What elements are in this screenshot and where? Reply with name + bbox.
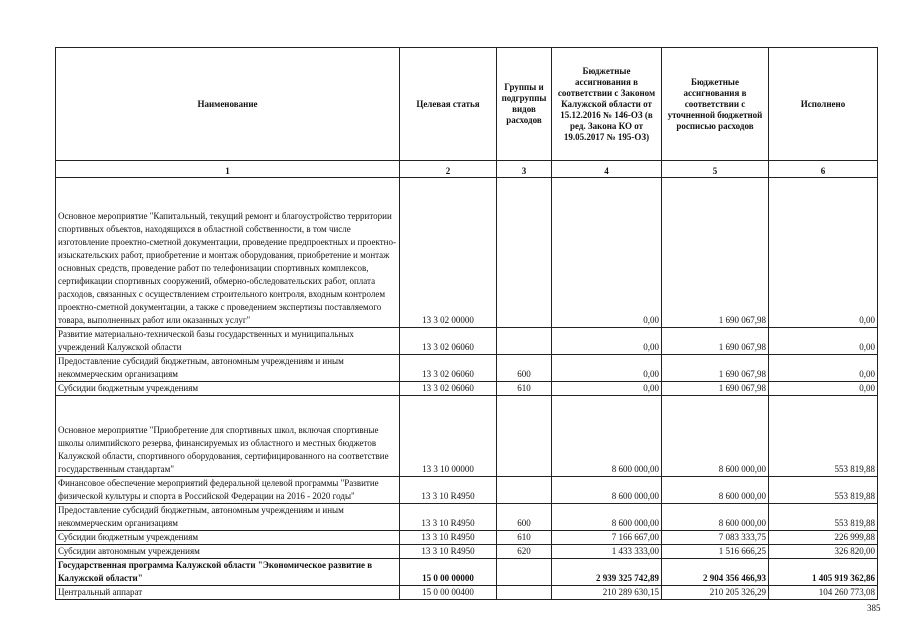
table-row — [56, 586, 878, 600]
row-executed: 553 819,88 — [769, 504, 878, 531]
row-name: Основное мероприятие "Капитальный, текущий ремонт и благоустройство территории спортивных объектов, находящихся в областной собственности, в том числе изготовление проектно-сметной документации, проведение предпроектных и проектно-изыскательских работ, приобретение и монтаж оборудования, приобретение и монтаж основных средств, проведение работ по телефонизации спортивных комплексов, сертификации спортивных сооружений, обмерно-обследовательских работ, оплата расходов, связанных с осуществлением строительного контроля, входным контролем проектно-сметной документации, а также с проведением экспертизы поставляемого товара, выполненных работ или оказанных услуг" — [56, 178, 400, 328]
col-number: 3 — [497, 161, 552, 178]
row-expense-group: 610 — [497, 382, 552, 396]
row-expense-group — [497, 178, 552, 328]
row-expense-group — [497, 586, 552, 600]
row-refined-allocation: 1 690 067,98 — [662, 355, 769, 382]
header-row — [56, 48, 878, 161]
row-target-article: 13 3 10 00000 — [400, 396, 497, 477]
row-target-article: 13 3 10 R4950 — [400, 545, 497, 559]
row-expense-group: 600 — [497, 504, 552, 531]
row-law-allocation: 0,00 — [552, 382, 662, 396]
header-name: Наименование — [56, 48, 400, 161]
row-refined-allocation: 8 600 000,00 — [662, 504, 769, 531]
row-target-article: 15 0 00 00000 — [400, 559, 497, 586]
row-expense-group: 610 — [497, 531, 552, 545]
budget-table — [55, 47, 878, 600]
row-executed: 553 819,88 — [769, 477, 878, 504]
col-number: 6 — [769, 161, 878, 178]
header-refined-allocation: Бюджетные ассигнования в соответствии с уточненной бюджетной росписью расходов — [662, 48, 769, 161]
header-executed: Исполнено — [769, 48, 878, 161]
row-name: Предоставление субсидий бюджетным, автономным учреждениям и иным некоммерческим организациям — [56, 504, 400, 531]
table-row — [56, 328, 878, 355]
row-refined-allocation: 1 516 666,25 — [662, 545, 769, 559]
table-row — [56, 477, 878, 504]
row-executed: 1 405 919 362,86 — [769, 559, 878, 586]
table-row — [56, 382, 878, 396]
row-refined-allocation: 1 690 067,98 — [662, 328, 769, 355]
row-law-allocation: 2 939 325 742,89 — [552, 559, 662, 586]
row-target-article: 13 3 10 R4950 — [400, 531, 497, 545]
row-refined-allocation: 2 904 356 466,93 — [662, 559, 769, 586]
col-number: 5 — [662, 161, 769, 178]
row-law-allocation: 8 600 000,00 — [552, 477, 662, 504]
row-refined-allocation: 1 690 067,98 — [662, 178, 769, 328]
row-expense-group — [497, 477, 552, 504]
row-refined-allocation: 1 690 067,98 — [662, 382, 769, 396]
row-law-allocation: 0,00 — [552, 178, 662, 328]
row-expense-group — [497, 328, 552, 355]
row-name: Финансовое обеспечение мероприятий федеральной целевой программы "Развитие физической культуры и спорта в Российской Федерации на 2016 - 2020 годы" — [56, 477, 400, 504]
row-executed: 0,00 — [769, 355, 878, 382]
page-number: 385 — [867, 603, 881, 613]
col-number: 4 — [552, 161, 662, 178]
row-expense-group — [497, 396, 552, 477]
row-executed: 553 819,88 — [769, 396, 878, 477]
header-target-article: Целевая статья — [400, 48, 497, 161]
row-target-article: 13 3 02 06060 — [400, 382, 497, 396]
header-expense-group: Группы и подгруппы видов расходов — [497, 48, 552, 161]
row-target-article: 13 3 02 06060 — [400, 328, 497, 355]
row-executed: 326 820,00 — [769, 545, 878, 559]
table-row — [56, 545, 878, 559]
row-law-allocation: 1 433 333,00 — [552, 545, 662, 559]
row-name: Предоставление субсидий бюджетным, автономным учреждениям и иным некоммерческим организациям — [56, 355, 400, 382]
row-refined-allocation: 8 600 000,00 — [662, 396, 769, 477]
row-name: Развитие материально-технической базы государственных и муниципальных учреждений Калужской области — [56, 328, 400, 355]
row-expense-group: 620 — [497, 545, 552, 559]
row-refined-allocation: 8 600 000,00 — [662, 477, 769, 504]
row-name: Субсидии бюджетным учреждениям — [56, 531, 400, 545]
row-name: Государственная программа Калужской области "Экономическое развитие в Калужской области" — [56, 559, 400, 586]
table-row — [56, 531, 878, 545]
column-number-row — [56, 161, 878, 178]
row-law-allocation: 0,00 — [552, 355, 662, 382]
table-row — [56, 559, 878, 586]
row-target-article: 13 3 10 R4950 — [400, 504, 497, 531]
col-number: 2 — [400, 161, 497, 178]
row-refined-allocation: 210 205 326,29 — [662, 586, 769, 600]
row-executed: 226 999,88 — [769, 531, 878, 545]
row-executed: 0,00 — [769, 382, 878, 396]
row-executed: 104 260 773,08 — [769, 586, 878, 600]
row-law-allocation: 210 289 630,15 — [552, 586, 662, 600]
row-target-article: 13 3 02 06060 — [400, 355, 497, 382]
row-target-article: 13 3 02 00000 — [400, 178, 497, 328]
row-name: Субсидии бюджетным учреждениям — [56, 382, 400, 396]
table-row — [56, 355, 878, 382]
row-target-article: 13 3 10 R4950 — [400, 477, 497, 504]
table-row — [56, 178, 878, 328]
row-name: Центральный аппарат — [56, 586, 400, 600]
row-expense-group: 600 — [497, 355, 552, 382]
row-law-allocation: 8 600 000,00 — [552, 396, 662, 477]
row-name: Субсидии автономным учреждениям — [56, 545, 400, 559]
row-target-article: 15 0 00 00400 — [400, 586, 497, 600]
table-row — [56, 504, 878, 531]
row-name: Основное мероприятие "Приобретение для спортивных школ, включая спортивные школы олимпийского резерва, финансируемых из областного и местных бюджетов Калужской области, спортивного оборудования, сертифицированного на соответствие государственным стандартам" — [56, 396, 400, 477]
header-law-allocation: Бюджетные ассигнования в соответствии с Законом Калужской области от 15.12.2016 № 146-ОЗ (в ред. Закона КО от 19.05.2017 № 195-ОЗ) — [552, 48, 662, 161]
row-expense-group — [497, 559, 552, 586]
row-law-allocation: 8 600 000,00 — [552, 504, 662, 531]
row-executed: 0,00 — [769, 328, 878, 355]
col-number: 1 — [56, 161, 400, 178]
row-refined-allocation: 7 083 333,75 — [662, 531, 769, 545]
row-law-allocation: 7 166 667,00 — [552, 531, 662, 545]
row-executed: 0,00 — [769, 178, 878, 328]
table-row — [56, 396, 878, 477]
row-law-allocation: 0,00 — [552, 328, 662, 355]
